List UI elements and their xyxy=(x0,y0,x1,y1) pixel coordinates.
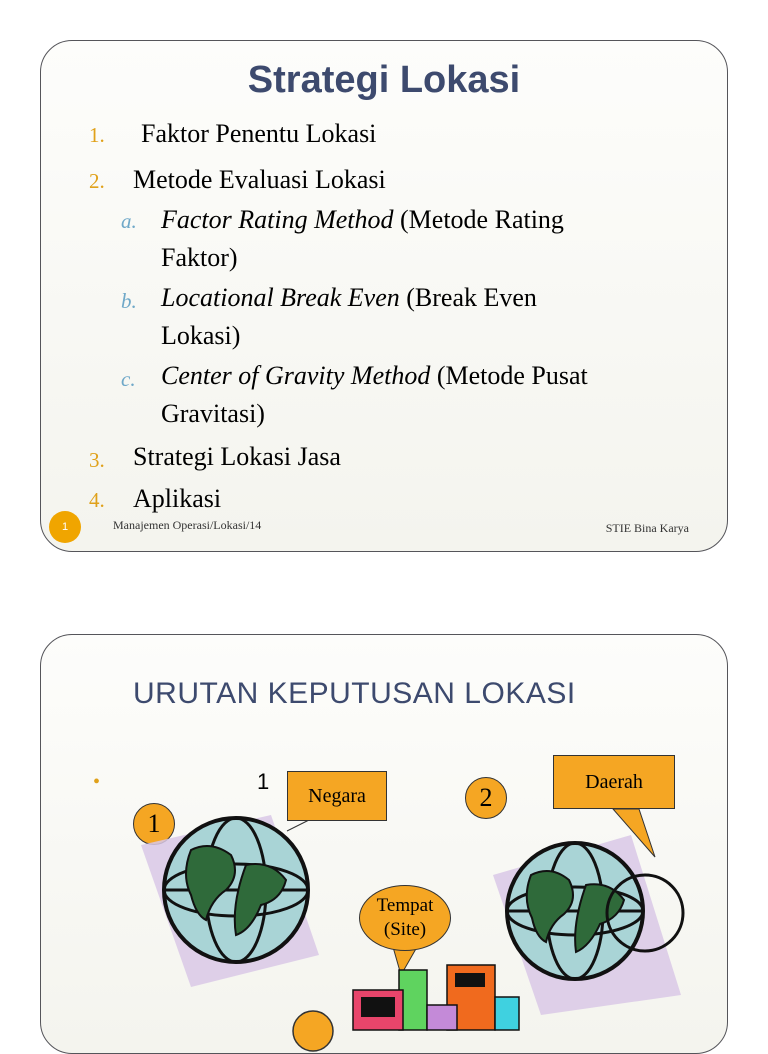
sub-item-italic: Locational Break Even xyxy=(161,283,400,312)
slide-title: URUTAN KEPUTUSAN LOKASI xyxy=(133,677,576,710)
sub-item-line2: Lokasi) xyxy=(161,321,241,350)
sub-item-italic: Center of Gravity Method xyxy=(161,361,431,390)
sub-item-italic: Factor Rating Method xyxy=(161,205,394,234)
slide-1 xyxy=(40,40,728,552)
step-circle-1: 1 xyxy=(133,803,175,845)
bullet: • xyxy=(93,771,101,793)
page-number-badge: 1 xyxy=(49,511,81,543)
buildings-icon xyxy=(41,635,42,636)
sub-letter: b. xyxy=(121,289,137,313)
sub-item-line2: Gravitasi) xyxy=(161,399,265,428)
callout-tempat-line1: Tempat xyxy=(376,895,434,916)
list-item: Aplikasi xyxy=(133,484,222,513)
list-number: 3. xyxy=(89,448,105,472)
callout-tempat xyxy=(359,885,451,951)
slide-2 xyxy=(40,634,728,1054)
sub-letter: a. xyxy=(121,209,137,233)
sub-item-rest: (Break Even xyxy=(399,283,537,312)
slide-title: Strategi Lokasi xyxy=(247,59,521,101)
plain-number: 1 xyxy=(257,769,270,794)
sub-item xyxy=(161,357,681,433)
sub-item-rest: (Metode Rating xyxy=(393,205,564,234)
list-number: 1. xyxy=(89,123,105,147)
list-item: Strategi Lokasi Jasa xyxy=(133,442,341,471)
footer-right: STIE Bina Karya xyxy=(605,521,689,535)
sub-item-line2: Faktor) xyxy=(161,243,238,272)
sub-letter: c. xyxy=(121,367,136,391)
callout-negara: Negara xyxy=(287,771,387,821)
list-item: Metode Evaluasi Lokasi xyxy=(133,165,386,194)
sub-item-rest: (Metode Pusat xyxy=(430,361,588,390)
callout-tempat-line2: (Site) xyxy=(383,919,427,940)
footer-left: Manajemen Operasi/Lokasi/14 xyxy=(113,518,262,532)
sub-item xyxy=(161,279,681,355)
sub-item xyxy=(161,201,681,277)
list-number: 2. xyxy=(89,169,105,193)
list-item: Faktor Penentu Lokasi xyxy=(141,119,377,148)
list-number: 4. xyxy=(89,488,105,512)
step-circle-2: 2 xyxy=(465,777,507,819)
callout-daerah: Daerah xyxy=(553,755,675,809)
